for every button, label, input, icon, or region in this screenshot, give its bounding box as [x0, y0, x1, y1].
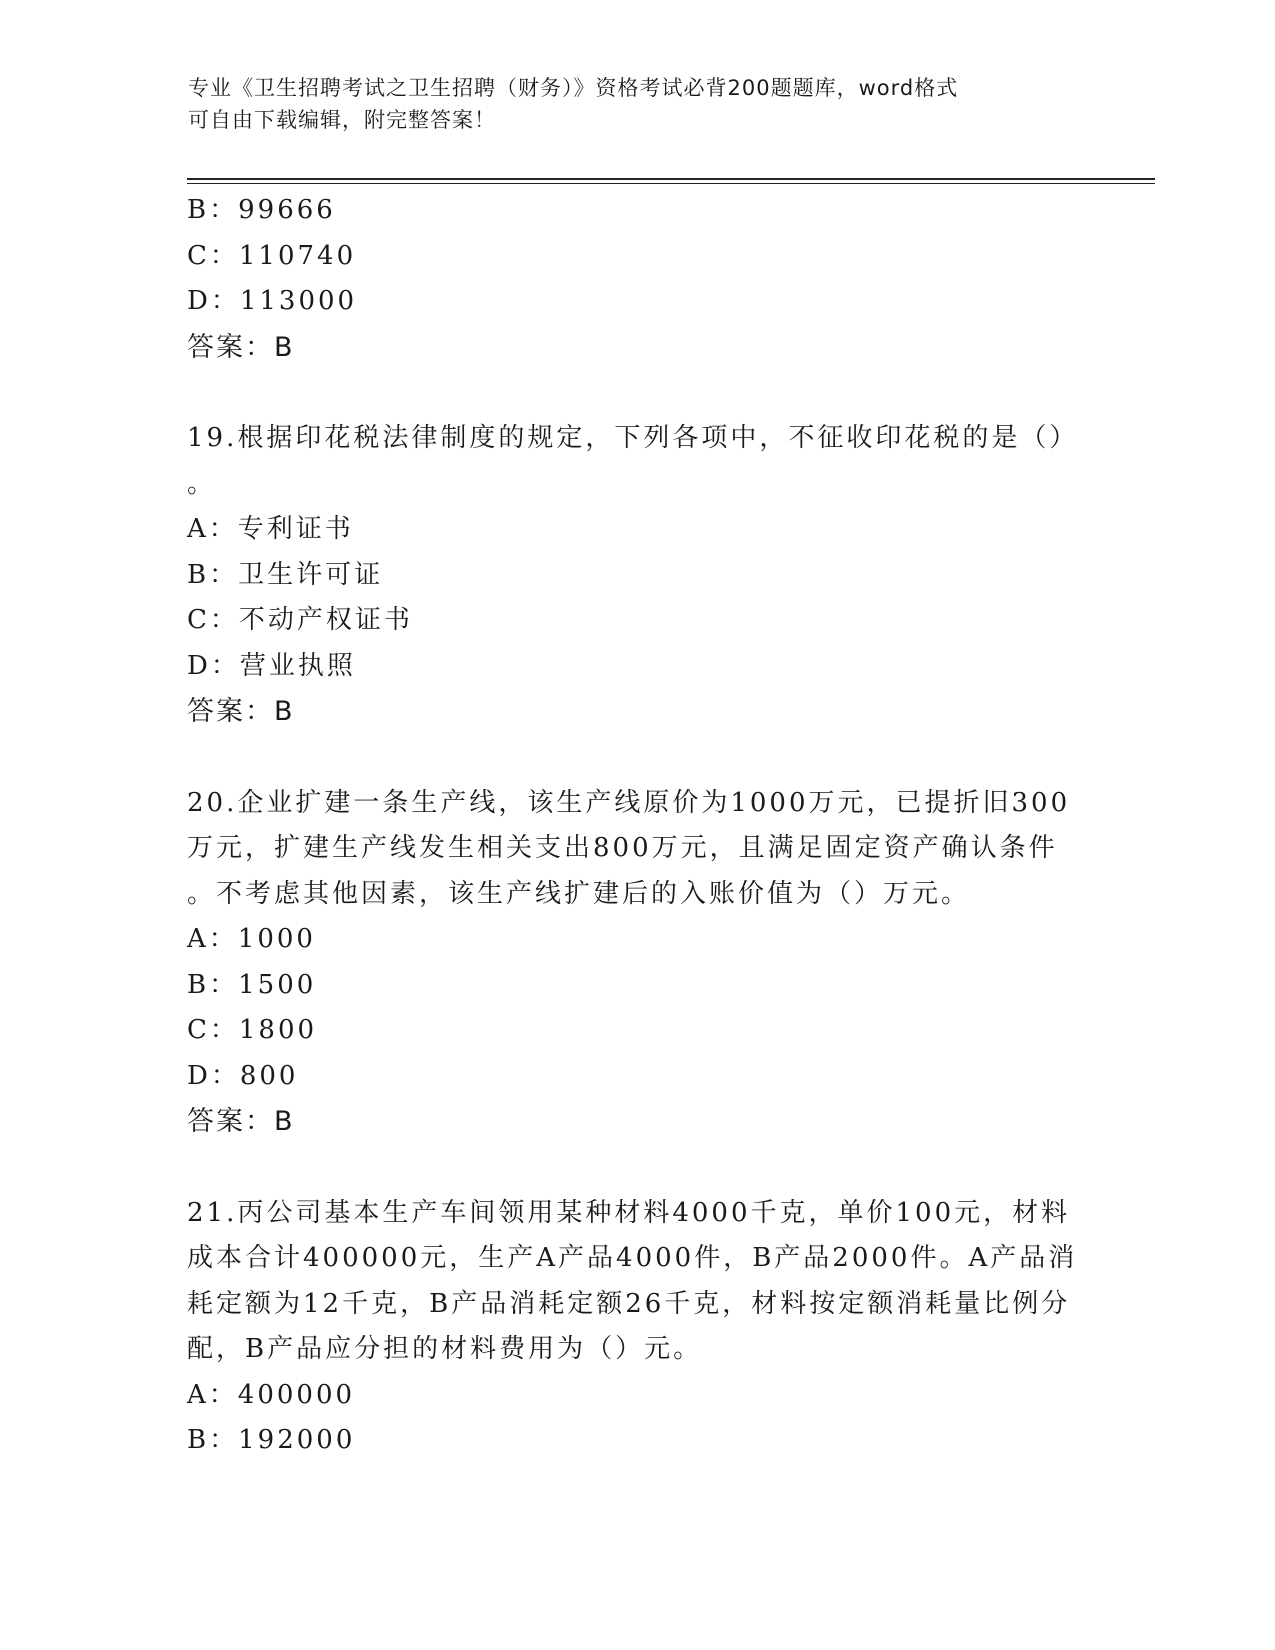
option-b: B：99666 — [187, 195, 336, 225]
question-text-line: 成本合计400000元，生产A产品4000件，B产品2000件。A产品消 — [187, 1243, 1078, 1273]
option-c: C：不动产权证书 — [187, 605, 413, 635]
option-a: A：1000 — [187, 924, 316, 954]
answer-line: 答案：B — [187, 331, 295, 363]
header-line-1: 专业《卫生招聘考试之卫生招聘（财务）》资格考试必背200题题库，word格式 — [188, 76, 959, 100]
option-a: A：专利证书 — [187, 514, 354, 544]
option-c: C：110740 — [187, 240, 357, 271]
option-b: B：192000 — [187, 1425, 356, 1455]
question-text-line: 耗定额为12千克，B产品消耗定额26千克，材料按定额消耗量比例分 — [187, 1288, 1071, 1319]
document-header — [188, 72, 1068, 136]
option-d: D：营业执照 — [187, 650, 356, 681]
question-20 — [187, 781, 1087, 1145]
question-text-line: 21.丙公司基本生产车间领用某种材料4000千克，单价100元，材料 — [187, 1197, 1071, 1228]
option-b: B：1500 — [187, 969, 317, 1000]
answer-line: 答案：B — [187, 1106, 295, 1137]
header-line-2: 可自由下载编辑，附完整答案！ — [188, 108, 496, 132]
question-text-line: 。不考虑其他因素，该生产线扩建后的入账价值为（）万元。 — [187, 878, 971, 909]
option-c: C：1800 — [187, 1015, 318, 1045]
option-d: D：800 — [187, 1060, 299, 1091]
question-text-line: 。 — [187, 468, 217, 499]
option-d: D：113000 — [187, 286, 358, 316]
question-content — [187, 188, 1087, 1464]
question-text-line: 19.根据印花税法律制度的规定，下列各项中，不征收印花税的是（） — [187, 423, 1079, 453]
option-b: B：卫生许可证 — [187, 559, 384, 590]
question-19 — [187, 416, 1087, 735]
question-text-line: 配，B产品应分担的材料费用为（）元。 — [187, 1334, 703, 1364]
question-text-line: 万元，扩建生产线发生相关支出800万元，且满足固定资产确认条件 — [187, 833, 1058, 863]
question-18-continued — [187, 188, 1087, 370]
answer-line: 答案：B — [187, 696, 295, 727]
question-21 — [187, 1191, 1087, 1464]
header-divider-thick — [187, 178, 1155, 180]
option-a: A：400000 — [187, 1379, 356, 1410]
header-divider-thin — [187, 183, 1155, 184]
question-text-line: 20.企业扩建一条生产线，该生产线原价为1000万元，已提折旧300 — [187, 787, 1071, 818]
